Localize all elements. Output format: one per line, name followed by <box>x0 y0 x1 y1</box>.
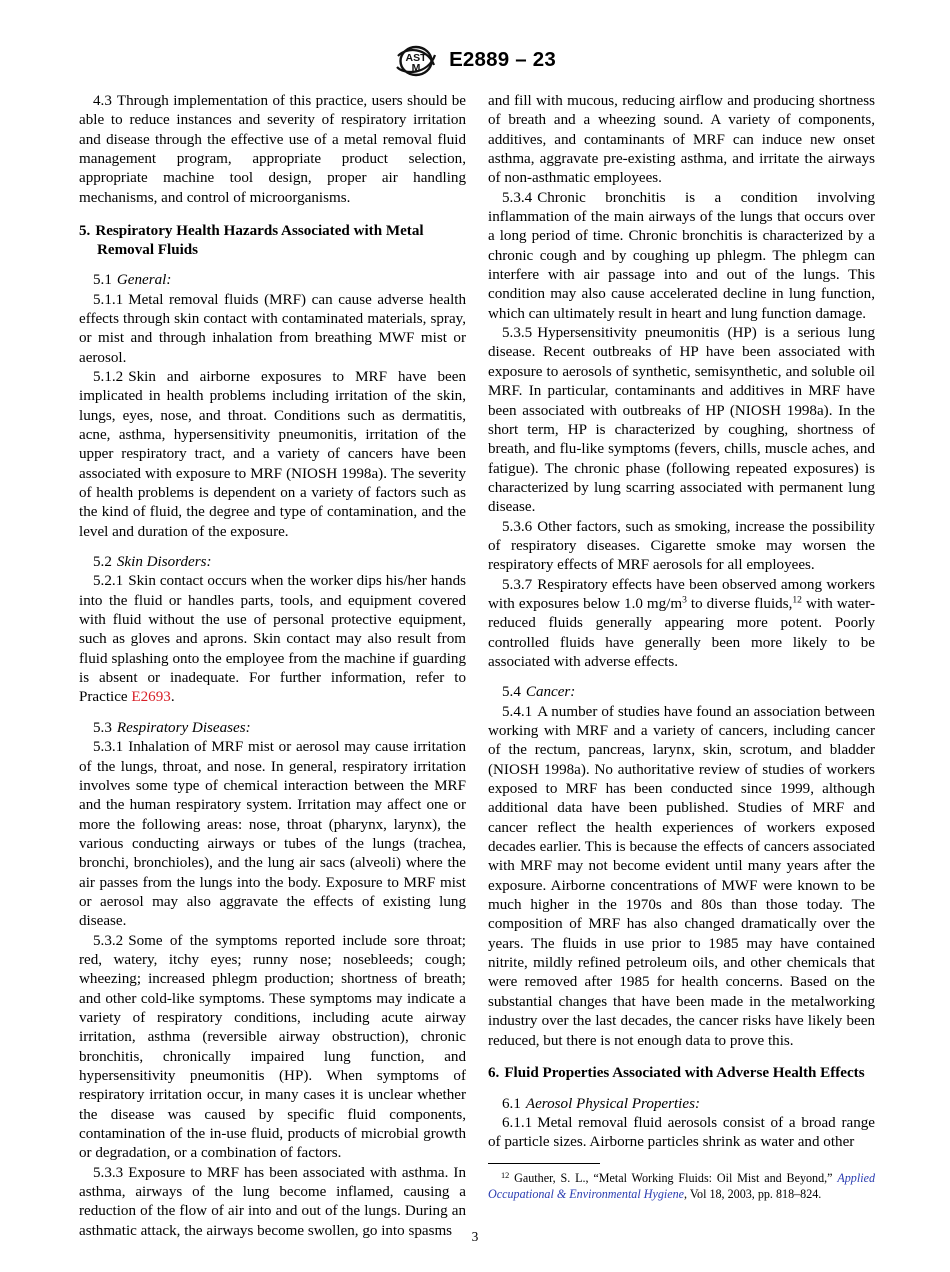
clause-text: Other factors, such as smoking, increase the possibility of respiratory diseases. Cigarette smoke may worsen the respiratory effects of MRF aerosols for all employees. <box>488 518 875 574</box>
paragraph-5-4-1 <box>488 703 875 1051</box>
page-number: 3 <box>471 1229 479 1244</box>
paragraph-5-3-2 <box>79 932 466 1164</box>
heading-section-5 <box>79 222 466 261</box>
footnote-text-part2: , Vol 18, 2003, pp. 818–824. <box>684 1186 822 1201</box>
clause-number: 5.4.1 <box>502 703 533 720</box>
subheading-6-1 <box>488 1095 875 1114</box>
clause-text: Skin contact occurs when the worker dips his/her hands into the fluid or handles parts, tools, and equipment covered with fluid without the use of personal protective equipment, such as gloves and aprons. Skin contact may also result from fluid splashing onto the employee from the machine if guarding is absent or inadequate. For further information, refer to Practice <box>79 573 466 706</box>
clause-number: 5.3.4 <box>502 189 533 206</box>
clause-title: Skin Disorders: <box>116 554 212 571</box>
paragraph-5-2-1 <box>79 572 466 707</box>
clause-number: 5.1.1 <box>93 291 124 308</box>
paragraph-5-1-1 <box>79 291 466 368</box>
footnote-number: 12 <box>501 1171 510 1181</box>
clause-text-part2: to diverse fluids, <box>686 595 793 612</box>
clause-number: 5.1.2 <box>93 368 124 385</box>
paragraph-5-3-5 <box>488 324 875 517</box>
clause-text: Some of the symptoms reported include sore throat; red, watery, itchy eyes; runny nose; nosebleeds; cough; wheezing; increased phlegm production; shortness of breath; and other cold-like symptoms. These symptoms may indicate a variety of respiratory conditions, including acute airway irritation, asthma (reversible airway obstruction), chronic bronchitis, chronically impaired lung function, and hypersensitivity pneumonitis (HP). When symptoms of respiratory irritation occur, in many cases it is unclear whether the disease was caused by specific fluid components, contamination of the in-use fluid, products of microbial growth or degradation, or a combination of factors. <box>79 932 466 1162</box>
clause-number: 5.3.2 <box>93 932 124 949</box>
heading-section-6 <box>488 1064 875 1083</box>
clause-text: Exposure to MRF has been associated with asthma. In asthma, airways of the lung become inflamed, causing a reduction of the flow of air into and out of the lungs. During an asthmatic attack, the airways become swollen, go into spasms <box>79 1164 466 1239</box>
paragraph-5-3-1 <box>79 738 466 931</box>
subheading-5-3 <box>79 719 466 738</box>
clause-title: Respiratory Diseases: <box>116 719 251 736</box>
section-number: 6. <box>488 1065 500 1082</box>
clause-title: General: <box>116 272 172 289</box>
clause-number: 5.2 <box>93 554 112 571</box>
clause-number: 5.1 <box>93 272 112 289</box>
subheading-5-2 <box>79 553 466 572</box>
clause-text-part3: with water-reduced fluids generally appearing more potent. Poorly controlled fluids have generally been more likely to be associated with adverse effects. <box>488 595 876 670</box>
clause-number: 5.3 <box>93 719 112 736</box>
paragraph-5-3-4 <box>488 189 875 324</box>
section-title: Respiratory Health Hazards Associated with Metal Removal Fluids <box>95 222 424 258</box>
clause-number: 5.3.7 <box>502 576 533 593</box>
clause-text: Through implementation of this practice, users should be able to reduce instances and severity of respiratory irritation and disease through the effective use of a metal removal fluid management program, appropriate product selection, appropriate machine tool design, proper air handling mechanisms, and control of microorganisms. <box>79 93 466 206</box>
clause-number: 5.4 <box>502 684 521 701</box>
clause-number: 5.3.5 <box>502 325 533 342</box>
left-column <box>79 92 466 1239</box>
journal-title-link[interactable]: Applied Occupational & Environmental Hygiene <box>488 1171 875 1201</box>
paragraph-6-1-1 <box>488 1114 875 1153</box>
footnote-separator-rule <box>488 1163 600 1164</box>
footnote-marker-12[interactable]: 12 <box>792 594 802 606</box>
clause-number: 5.3.3 <box>93 1164 124 1181</box>
clause-text: Chronic bronchitis is a condition involving inflammation of the main airways of the lungs that occurs over a long period of time. Chronic bronchitis is characterized by a chronic cough and by coughing up phlegm. The phlegm can interfere with air passage into and out of the lungs. This condition may also cause accelerated decline in lung function, which can ultimately result in heart and lung function damage. <box>488 189 875 322</box>
clause-text-part1: Respiratory effects have been observed among workers with exposures below 1.0 mg/m <box>488 576 875 612</box>
standard-designation: E2889 – 23 <box>449 48 556 71</box>
clause-text-tail: . <box>170 689 175 706</box>
clause-text: Inhalation of MRF mist or aerosol may cause irritation of the lungs, throat, and nose. In general, respiratory irritation involves some type of chemical interaction between the MRF and the human respiratory system. Irritation may affect one or more the following areas: nose, throat (pharynx, larynx), the various conducting airways or tubes of the lungs (trachea, bronchi, bronchioles), and the lung air sacs (alveoli) where the air passes from the lungs into the body. Exposure to MRF mist or aerosol may also aggravate the effects of existing lung disease. <box>79 739 466 930</box>
paragraph-5-3-3-continuation <box>488 92 875 189</box>
standard-reference-link[interactable]: E2693 <box>131 689 171 706</box>
two-column-body <box>79 92 876 1239</box>
page-header <box>0 44 950 76</box>
clause-text: Metal removal fluids (MRF) can cause adverse health effects through skin contact with contaminated materials, spray, or mist and through inhalation from breathing MWF mist or aerosol. <box>79 291 466 366</box>
clause-text: Skin and airborne exposures to MRF have been implicated in health problems including irritation of the skin, lungs, eyes, nose, and throat. Conditions such as dermatitis, acne, asthma, hypersensitivity pneumonitis, irritation of the upper respiratory tract, and a variety of cancers have been associated with exposure to MRF (NIOSH 1998a). The severity of health problems is dependent on a variety of factors such as the kind of fluid, the degree and type of contamination, and the level and duration of the exposure. <box>79 368 466 540</box>
clause-number: 5.2.1 <box>93 573 124 590</box>
paragraph-5-3-6 <box>488 518 875 576</box>
section-number: 5. <box>79 222 91 239</box>
footnote-area <box>488 1153 875 1202</box>
paragraph-5-3-7 <box>488 576 875 673</box>
footnote-12 <box>488 1171 875 1202</box>
subheading-5-4 <box>488 683 875 702</box>
clause-title: Cancer: <box>525 684 576 701</box>
clause-text: Hypersensitivity pneumonitis (HP) is a serious lung disease. Recent outbreaks of HP have been associated with exposure to aerosols of synthetic, semisynthetic, and soluble oil MRF. In particular, contaminants and additives in MRF have been associated with outbreaks of HP (NIOSH 1998a). In the short term, HP is characterized by coughing, shortness of breath, and flu-like symptoms (fevers, chills, muscle aches, and fatigue). The chronic phase (following repeated exposures) is characterized by lung scarring associated with permanent lung disease. <box>488 325 875 516</box>
subheading-5-1 <box>79 271 466 290</box>
svg-text:M: M <box>411 62 421 74</box>
clause-number: 5.3.6 <box>502 518 533 535</box>
clause-number: 5.3.1 <box>93 739 124 756</box>
clause-number: 6.1.1 <box>502 1115 533 1132</box>
svg-text:AST: AST <box>405 52 427 64</box>
clause-text: Metal removal fluid aerosols consist of a broad range of particle sizes. Airborne particles shrink as water and other <box>488 1115 875 1151</box>
clause-text: and fill with mucous, reducing airflow and producing shortness of breath and a wheezing sound. A variety of components, additives, and contaminants of MRF can induce new onset asthma, aggravate pre-existing asthma, and irritate the airways of non-asthmatic employees. <box>488 93 875 187</box>
astm-logo-icon <box>394 45 438 77</box>
paragraph-5-1-2 <box>79 368 466 542</box>
footnote-text-part1: Gauther, S. L., “Metal Working Fluids: Oil Mist and Beyond,” <box>509 1171 838 1186</box>
units-superscript: 3 <box>682 594 687 606</box>
section-title: Fluid Properties Associated with Adverse Health Effects <box>504 1065 865 1082</box>
clause-number: 6.1 <box>502 1095 521 1112</box>
paragraph-4-3 <box>79 92 466 208</box>
clause-title: Aerosol Physical Properties: <box>525 1095 700 1112</box>
clause-text: A number of studies have found an association between working with MRF and a variety of cancers, including cancer of the rectum, pancreas, larynx, skin, scrotum, and bladder (NIOSH 1998a). No authoritative review of studies of workers exposed to MRF has been conducted since 1999, although additional data have been published. Studies of MRF and cancer reflect the health experiences of workers exposed decades earlier. This is because the effects of cancers associated with MRF may not become evident until many years after the exposure. Airborne concentrations of MWF were known to be much higher in the 1970s and 80s than those today. The composition of MRF has also changed dramatically over the years. The fluids in use prior to 1985 may have contained nitrite, mildly refined petroleum oils, and other chemicals that were removed after 1985 for health concerns. Based on the substantial changes that have been made in the metalworking industry over the last decades, the cancer risks have likely been reduced, but there is not enough data to prove this. <box>488 703 875 1049</box>
clause-number: 4.3 <box>93 93 112 109</box>
right-column <box>488 92 875 1202</box>
